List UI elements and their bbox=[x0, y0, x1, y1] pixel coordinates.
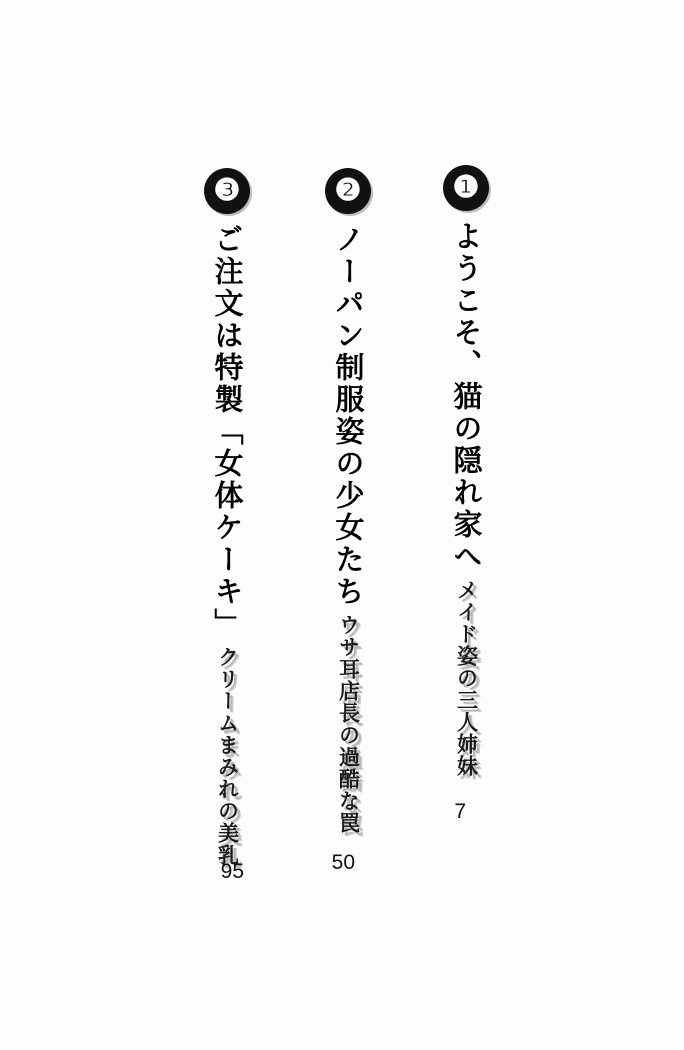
entry-subtitle: クリームまみれの美乳 bbox=[215, 646, 240, 866]
entry-page-number: 7 bbox=[454, 800, 466, 823]
entry-number-badge: ❶ bbox=[443, 165, 489, 211]
entry-page-number: 95 bbox=[220, 860, 244, 883]
entry-number-badge: ❸ bbox=[204, 168, 250, 214]
entry-subtitle: メイド姿の三人姉妹 bbox=[454, 579, 479, 777]
entry-number-badge: ❷ bbox=[325, 168, 371, 214]
entry-title: ご注文は特製「女体ケーキ」 bbox=[210, 224, 245, 640]
entry-title: ようこそ、猫の隠れ家へ bbox=[449, 221, 484, 573]
entry-page-number: 50 bbox=[331, 851, 355, 874]
entry-title: ノーパン制服姿の少女たち bbox=[331, 224, 366, 608]
toc-entry bbox=[325, 168, 371, 834]
toc-entry bbox=[443, 165, 489, 777]
entry-subtitle: ウサ耳店長の過酷な罠 bbox=[336, 614, 361, 834]
toc-entry bbox=[204, 168, 250, 866]
